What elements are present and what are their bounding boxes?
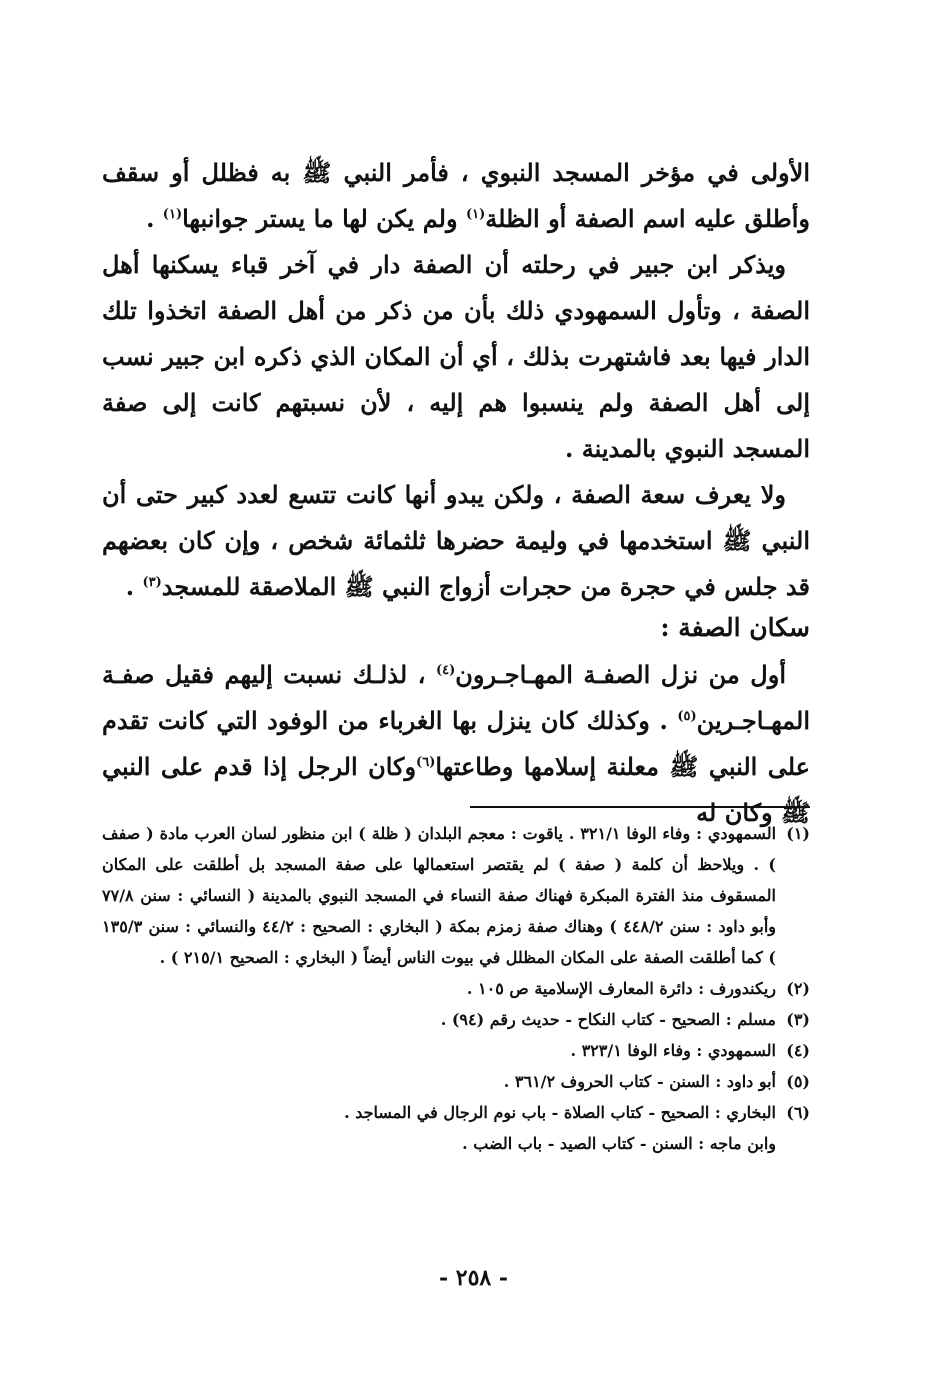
footnote-number: (٢) [786, 979, 810, 998]
footnote-2 [102, 973, 810, 1004]
page-number: - ٢٥٨ - [438, 1265, 509, 1291]
section-heading: سكان الصفة : [660, 613, 810, 642]
footnote-ref-6[interactable]: (٦) [416, 755, 436, 770]
footnote-number: (٥) [786, 1072, 810, 1091]
footnote-number: (٦) [786, 1103, 810, 1122]
paragraph-1-text: الأولى في مؤخر المسجد النبوي ، فأمر النبي ﷺ به فظلل أو سقف وأطلق عليه اسم الصفة أو الظلة [102, 158, 810, 233]
footnote-ref-3[interactable]: (٣) [142, 575, 162, 590]
footnotes [102, 818, 810, 1159]
footnote-ref-1[interactable]: (١) [465, 207, 486, 222]
footnote-number: (١) [786, 824, 810, 843]
footnote-3 [102, 1004, 810, 1035]
paragraph-1-text-b: ولم يكن لها ما يستر جوانبها [182, 204, 466, 233]
footnote-1 [102, 818, 810, 973]
footnote-ref-1b[interactable]: (١) [162, 207, 183, 222]
body-text [102, 150, 810, 610]
footnote-text: مسلم : الصحيح - كتاب النكاح - حديث رقم (٩٤) . [440, 1010, 776, 1029]
section-text-c: . وكذلك كان ينزل بها الغرباء من الوفود التي كانت تقدم على النبي ﷺ معلنة إسلامها وطاعتها [102, 706, 810, 781]
paragraph-3-text-b: . [125, 572, 143, 601]
paragraph-1 [102, 150, 810, 242]
paragraph-2: ويذكر ابن جبير في رحلته أن الصفة دار في آخر قباء يسكنها أهل الصفة ، وتأول السمهودي ذلك بأن من ذكر من أهل الصفة اتخذوا تلك الدار فيها بعد فاشتهرت بذلك ، أي أن المكان الذي ذكره ابن جبير نسب إلى أهل الصفة ولم ينسبوا هم إليه ، لأن نسبتهم كانت إلى صفة المسجد النبوي بالمدينة . [102, 250, 810, 463]
footnote-text: السمهودي : وفاء الوفا ٣٢١/١ . ياقوت : معجم البلدان ( ظلة ) ابن منظور لسان العرب مادة ( صفف ) . ويلاحظ أن كلمة ( صفة ) لم يقتصر استعمالها على صفة المسجد بل أطلقت على المكان المسقوف منذ الفترة المبكرة فهناك صفة النساء في المسجد النبوي بالمدينة ( النسائي : سنن ٧٧/٨ وأبو داود : سنن ٤٤٨/٢ ) وهناك صفة زمزم بمكة ( البخاري : الصحيح : ٤٤/٢ والنسائي : سنن ١٣٥/٣ ) كما أطلقت الصفة على المكان المظلل في بيوت الناس أيضاً ( البخاري : الصحيح ٢١٥/١ ) . [102, 824, 777, 967]
footnote-number: (٤) [786, 1041, 810, 1060]
footnote-text: أبو داود : السنن - كتاب الحروف ٣٦١/٢ . [503, 1072, 776, 1091]
section-text [102, 652, 810, 836]
footnote-text: البخاري : الصحيح - كتاب الصلاة - باب نوم الرجال في المساجد . [344, 1103, 776, 1122]
footnote-text: ريكندورف : دائرة المعارف الإسلامية ص ١٠٥ . [466, 979, 776, 998]
section-paragraph [102, 652, 810, 836]
footnote-ref-5[interactable]: (٥) [677, 709, 697, 724]
footnote-6-continuation: وابن ماجه : السنن - كتاب الصيد - باب الضب . [462, 1134, 776, 1153]
section-text-d: وكان الرجل إذا قدم على النبي ﷺ وكان له [102, 752, 810, 827]
footnote-divider [470, 806, 810, 808]
footnote-6 [102, 1097, 810, 1128]
section-text-b: ، لذلـك نسبت إليهم فقيل صفـة المهـاجـرين [102, 660, 810, 735]
paragraph-3-text: ولا يعرف سعة الصفة ، ولكن يبدو أنها كانت تتسع لعدد كبير حتى أن النبي ﷺ استخدمها في وليمة حضرها ثلثمائة شخص ، وإن كان بعضهم قد جلس في حجرة من حجرات أزواج النبي ﷺ الملاصقة للمسجد [102, 480, 810, 601]
footnote-4 [102, 1035, 810, 1066]
footnote-5 [102, 1066, 810, 1097]
footnote-ref-4[interactable]: (٤) [436, 663, 456, 678]
footnote-number: (٣) [786, 1010, 810, 1029]
section-text-a: أول من نزل الصفـة المهـاجـرون [455, 660, 786, 689]
paragraph-3 [102, 472, 810, 610]
paragraph-1-text-c: . [146, 204, 163, 233]
footnote-text: السمهودي : وفاء الوفا ٣٢٣/١ . [570, 1041, 776, 1060]
